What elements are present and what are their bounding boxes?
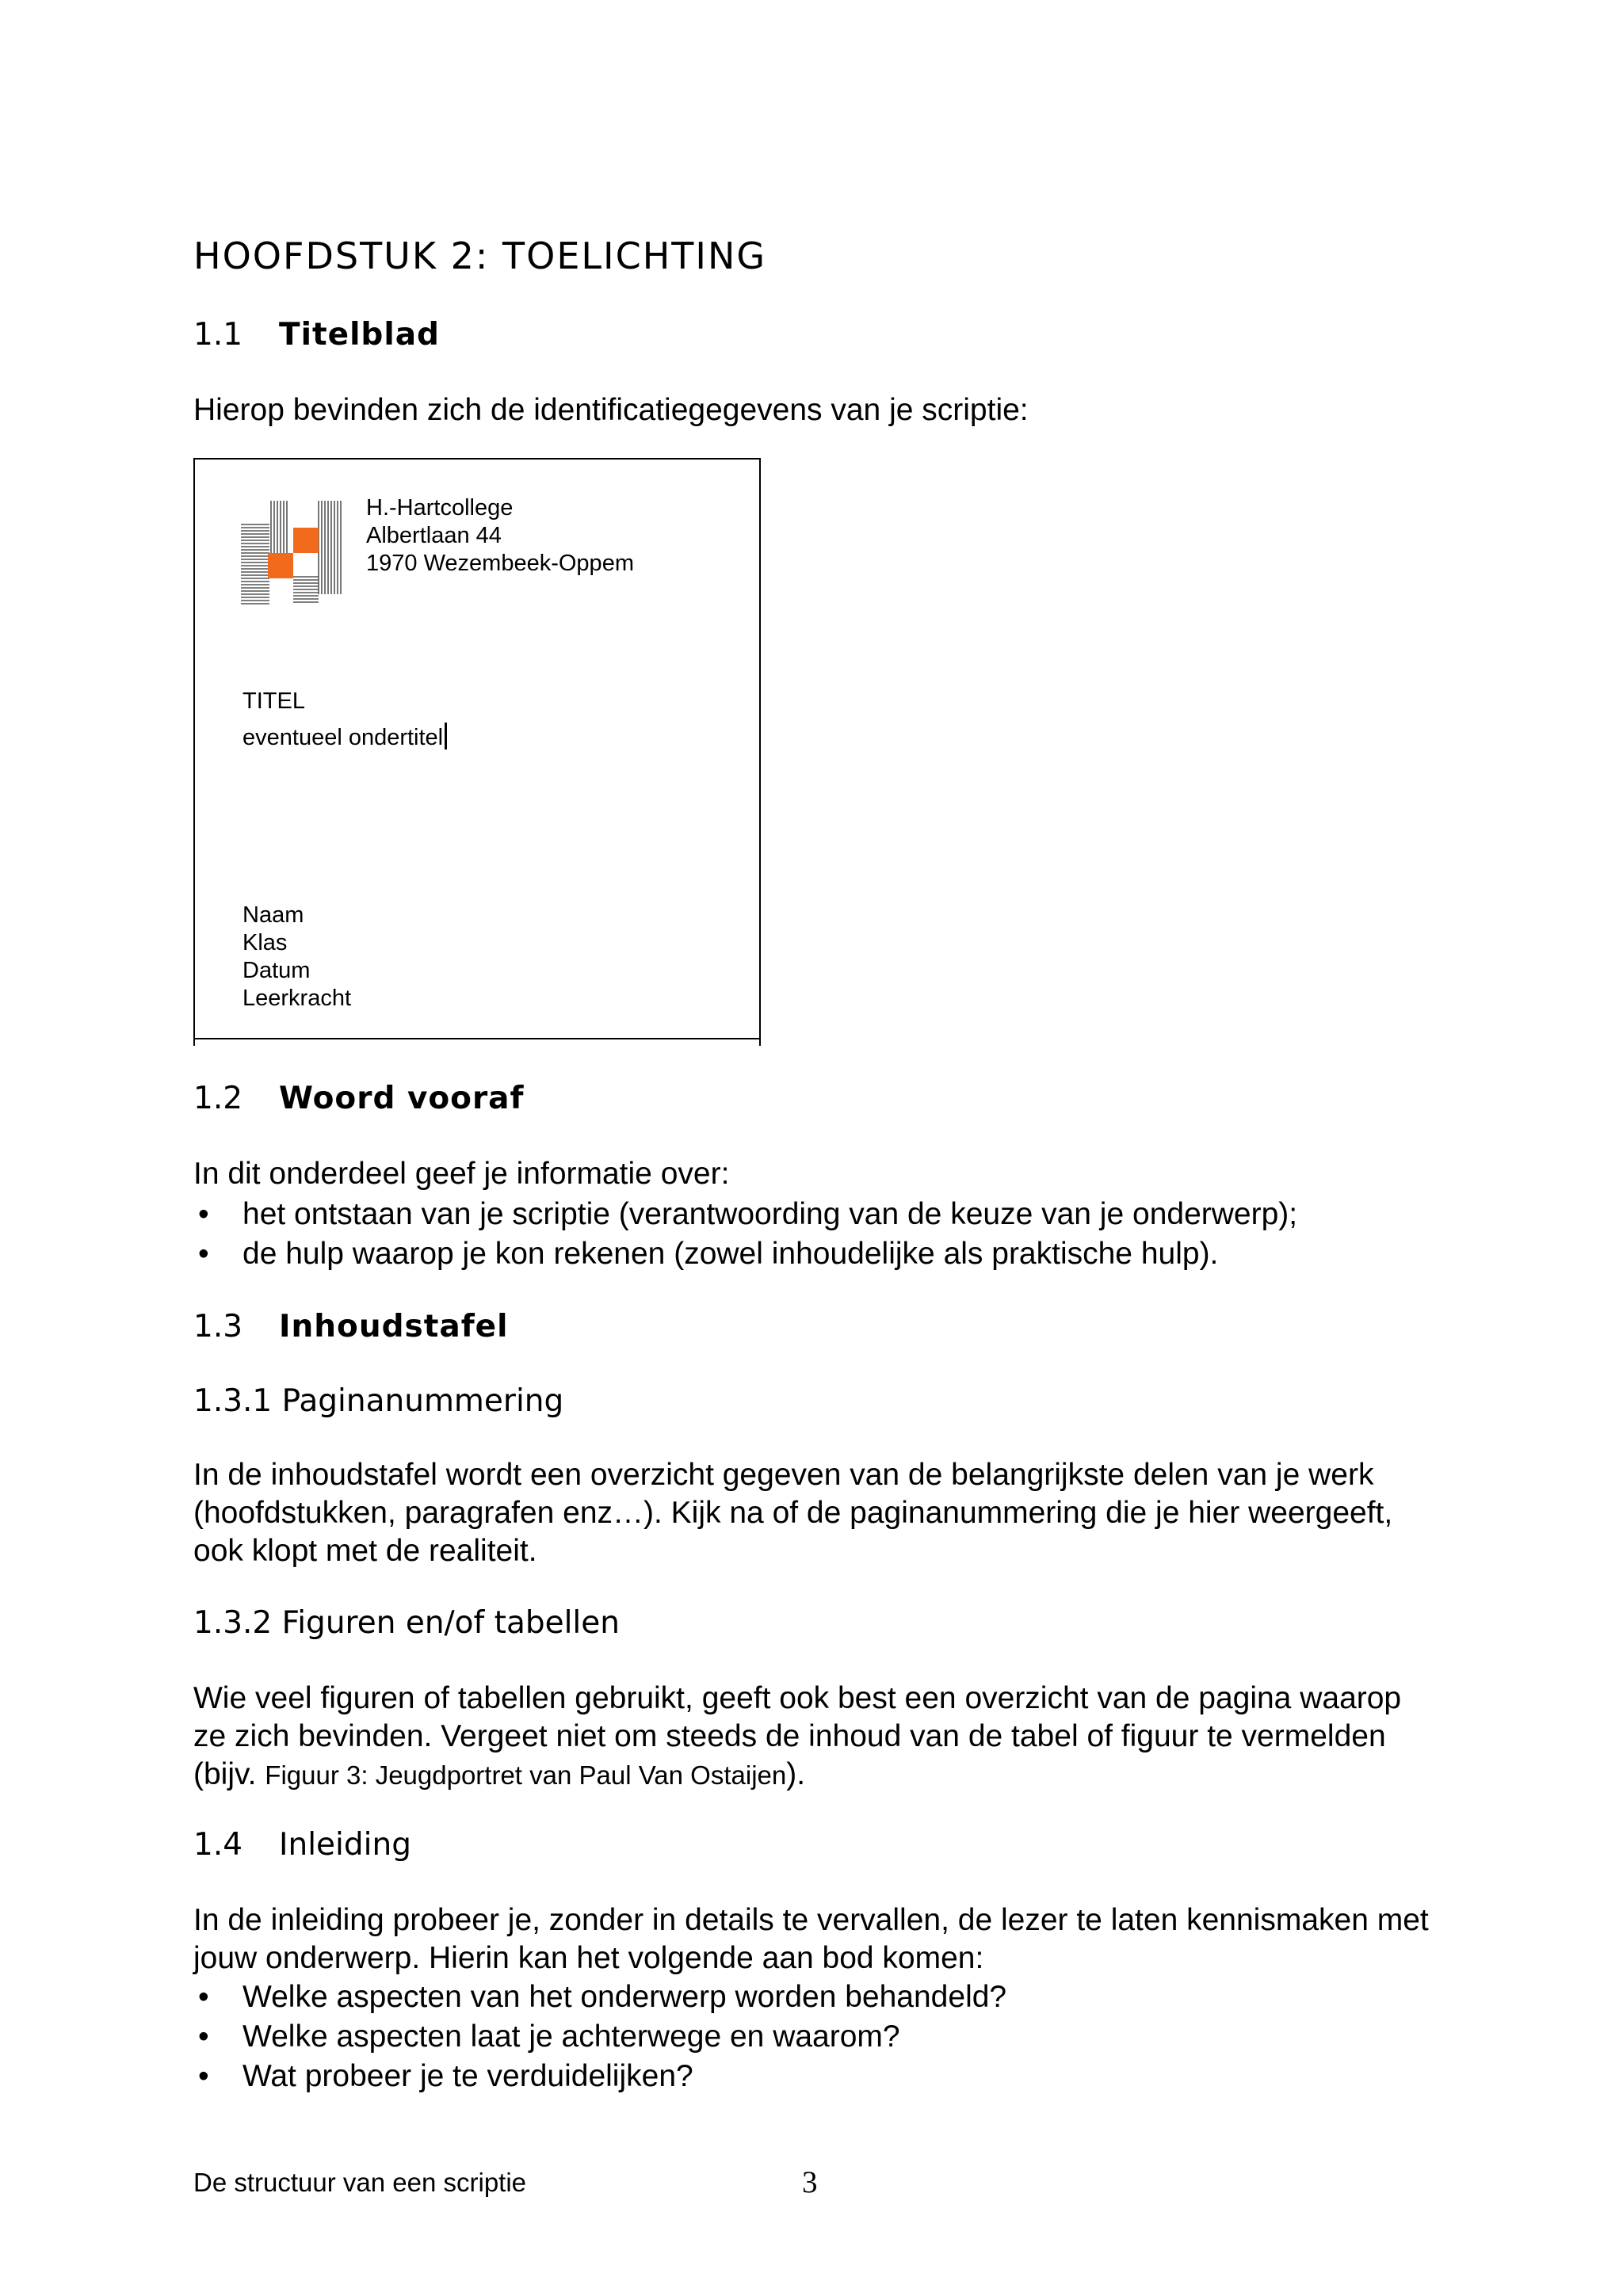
- section-heading-titelblad: [193, 317, 440, 353]
- subsection-heading-figuren: 1.3.2 Figuren en/of tabellen: [193, 1605, 620, 1641]
- list-item: • Wat probeer je te verduidelijken?: [193, 2057, 1461, 2096]
- school-address: [366, 494, 634, 578]
- logo-square-lower: [268, 553, 293, 578]
- inleiding-list: [193, 1978, 1461, 2096]
- address-line: 1970 Wezembeek-Oppem: [366, 551, 634, 576]
- address-line: H.-Hartcollege: [366, 495, 514, 521]
- field-label: Naam: [242, 902, 304, 928]
- list-item: • het ontstaan van je scriptie (verantwoording van de keuze van je onderwerp);: [193, 1195, 1461, 1234]
- figuren-text: [193, 1680, 1438, 1794]
- figuren-text-b: ).: [786, 1757, 806, 1791]
- frame-tick: [759, 1038, 761, 1046]
- page-number: 3: [802, 2165, 818, 2199]
- section-title: Titelblad: [279, 317, 440, 353]
- text-cursor: [445, 723, 447, 749]
- list-item: • Welke aspecten van het onderwerp worden behandeld?: [193, 1978, 1461, 2017]
- school-logo-icon: [241, 501, 344, 605]
- paginanummering-text: In de inhoudstafel wordt een overzicht gegeven van de belangrijkste delen van je werk (hoofdstukken, paragrafen enz…). Kijk na of de paginanummering die je hier weergeeft, ook klopt met de realiteit.: [193, 1458, 1393, 1568]
- title-page-fields: [242, 902, 351, 1013]
- list-item: • de hulp waarop je kon rekenen (zowel inhoudelijke als praktische hulp).: [193, 1234, 1461, 1274]
- title-placeholder: TITEL: [242, 688, 305, 714]
- field-label: Klas: [242, 930, 288, 955]
- woord-vooraf-list: [193, 1195, 1461, 1274]
- section-title: Inhoudstafel: [279, 1309, 509, 1344]
- subsection-heading-paginanummering: 1.3.1 Paginanummering: [193, 1383, 564, 1419]
- section-title: Inleiding: [279, 1827, 411, 1863]
- title-page-frame-bottom: [193, 1038, 761, 1039]
- section-number: 1.4: [193, 1827, 243, 1863]
- section-number: 1.3: [193, 1309, 243, 1344]
- chapter-title: HOOFDSTUK 2: TOELICHTING: [193, 235, 767, 277]
- field-label: Leerkracht: [242, 986, 352, 1011]
- section-heading-woord-vooraf: [193, 1081, 524, 1116]
- section-heading-inhoudstafel: [193, 1309, 508, 1344]
- field-label: Datum: [242, 958, 311, 983]
- figuren-text-a: Wie veel figuren of tabellen gebruikt, geeft ook best een overzicht van de pagina waarop ze zich bevinden. Vergeet niet om steeds de inhoud van de tabel of figuur te vermelden (bijv.: [193, 1681, 1402, 1791]
- section-title: Woord vooraf: [279, 1081, 525, 1116]
- woord-vooraf-intro: In dit onderdeel geef je informatie over:: [193, 1157, 730, 1191]
- titelblad-text: Hierop bevinden zich de identificatiegegevens van je scriptie:: [193, 393, 1029, 427]
- footer-document-title: De structuur van een scriptie: [193, 2168, 527, 2197]
- section-number: 1.1: [193, 317, 243, 353]
- section-number: 1.2: [193, 1081, 243, 1116]
- inleiding-intro: In de inleiding probeer je, zonder in details te vervallen, de lezer te laten kennismaken met jouw onderwerp. Hierin kan het volgende aan bod komen:: [193, 1903, 1429, 1975]
- subtitle-text: eventueel ondertitel: [242, 725, 444, 750]
- list-item: • Welke aspecten laat je achterwege en waarom?: [193, 2017, 1461, 2057]
- frame-tick: [193, 1038, 195, 1046]
- logo-square-upper: [293, 528, 319, 553]
- figure-caption-example: Figuur 3: Jeugdportret van Paul Van Ostaijen: [265, 1760, 787, 1790]
- section-heading-inleiding: [193, 1827, 411, 1863]
- subtitle-placeholder: [242, 723, 447, 752]
- address-line: Albertlaan 44: [366, 523, 502, 548]
